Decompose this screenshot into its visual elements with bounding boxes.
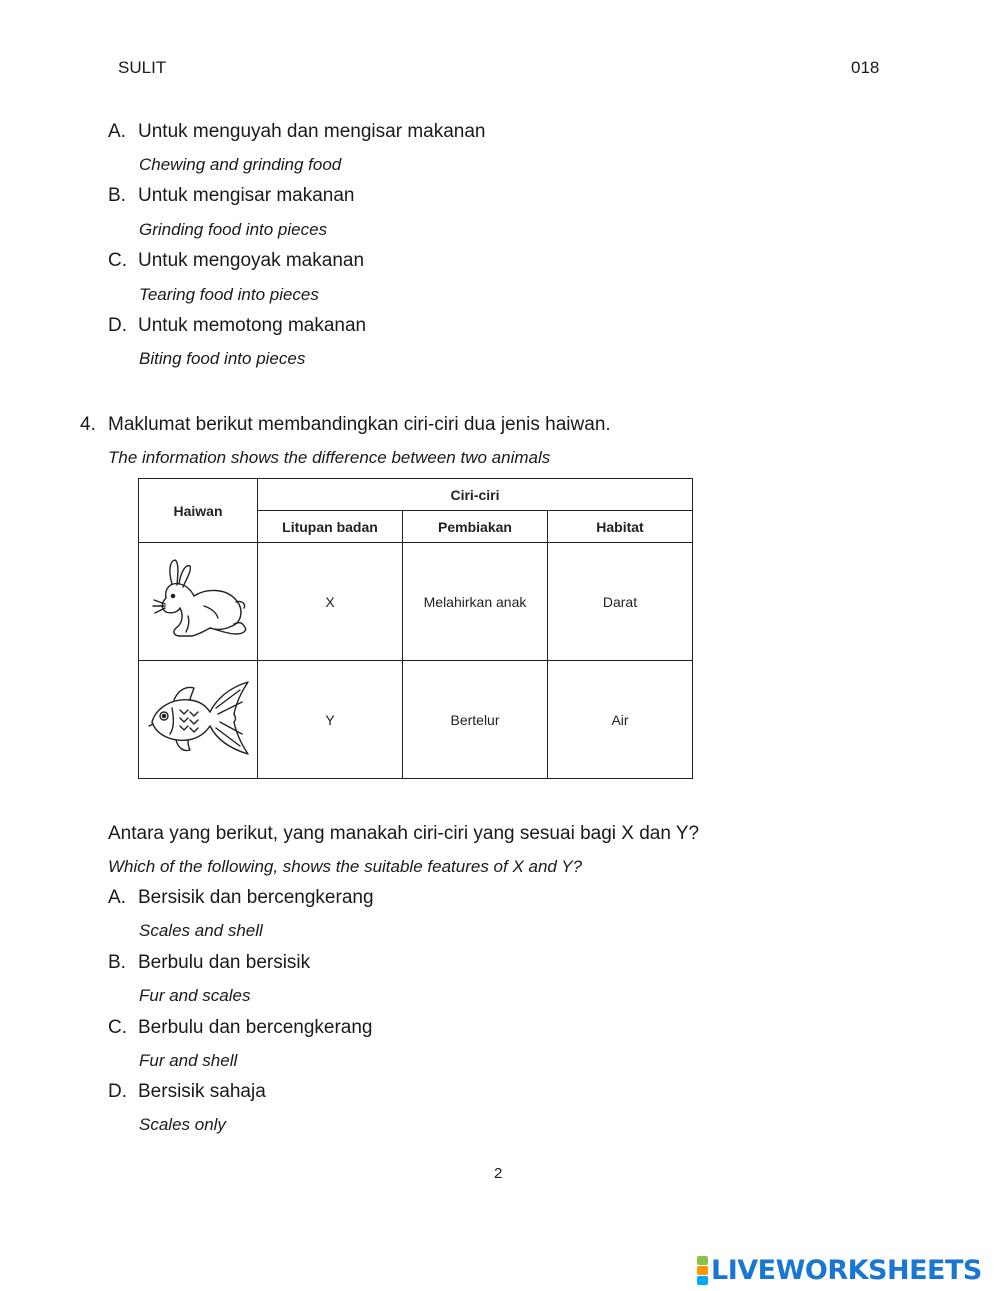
page-number: 2 [494,1165,503,1182]
option-b-translation: Grinding food into pieces [139,220,328,239]
q4-option-a-translation: Scales and shell [139,921,263,940]
question-prompt: Antara yang berikut, yang manakah ciri-ciri yang sesuai bagi X dan Y? [108,823,700,844]
header-litupan-badan: Litupan badan [258,511,403,543]
animal-cell [139,543,258,661]
header-haiwan: Haiwan [139,479,258,543]
option-d-translation: Biting food into pieces [139,349,306,368]
header-habitat: Habitat [548,511,693,543]
header-sulit: SULIT [118,58,167,77]
animal-cell [139,661,258,779]
q4-option-b-translation: Fur and scales [139,986,251,1005]
q4-option-d-translation: Scales only [139,1115,226,1134]
q4-option-c-translation: Fur and shell [139,1051,238,1070]
q4-option-a[interactable]: A. Bersisik dan bercengkerang [108,887,374,908]
question-translation: The information shows the difference between two animals [108,448,551,467]
logo-block-s [697,1276,708,1285]
logo-block-l [697,1256,708,1265]
option-c[interactable]: C. Untuk mengoyak makanan [108,250,365,271]
option-b[interactable]: B. Untuk mengisar makanan [108,185,355,206]
covering-cell: X [258,543,403,661]
reproduction-cell: Melahirkan anak [403,543,548,661]
liveworksheets-logo[interactable] [697,1255,982,1285]
logo-blocks [697,1256,708,1285]
rabbit-icon [144,558,252,642]
logo-text: LIVEWORKSHEETS [711,1254,982,1286]
header-ciri-ciri: Ciri-ciri [258,479,693,511]
table-row [139,661,693,779]
covering-cell: Y [258,661,403,779]
q4-option-b[interactable]: B. Berbulu dan bersisik [108,952,311,973]
question-number: 4. [80,414,96,435]
logo-block-w [697,1266,708,1275]
habitat-cell: Air [548,661,693,779]
question-prompt-translation: Which of the following, shows the suitable features of X and Y? [108,857,583,876]
header-pembiakan: Pembiakan [403,511,548,543]
option-d[interactable]: D. Untuk memotong makanan [108,315,367,336]
table-row [139,543,693,661]
option-a[interactable]: A. Untuk menguyah dan mengisar makanan [108,121,486,142]
question-text: Maklumat berikut membandingkan ciri-ciri dua jenis haiwan. [108,414,611,435]
option-a-translation: Chewing and grinding food [139,155,342,174]
habitat-cell: Darat [548,543,693,661]
q4-option-d[interactable]: D. Bersisik sahaja [108,1081,266,1102]
animal-comparison-table [138,478,693,779]
reproduction-cell: Bertelur [403,661,548,779]
option-c-translation: Tearing food into pieces [139,285,319,304]
q4-option-c[interactable]: C. Berbulu dan bercengkerang [108,1017,373,1038]
fish-icon [144,678,252,758]
header-code: 018 [851,58,880,77]
